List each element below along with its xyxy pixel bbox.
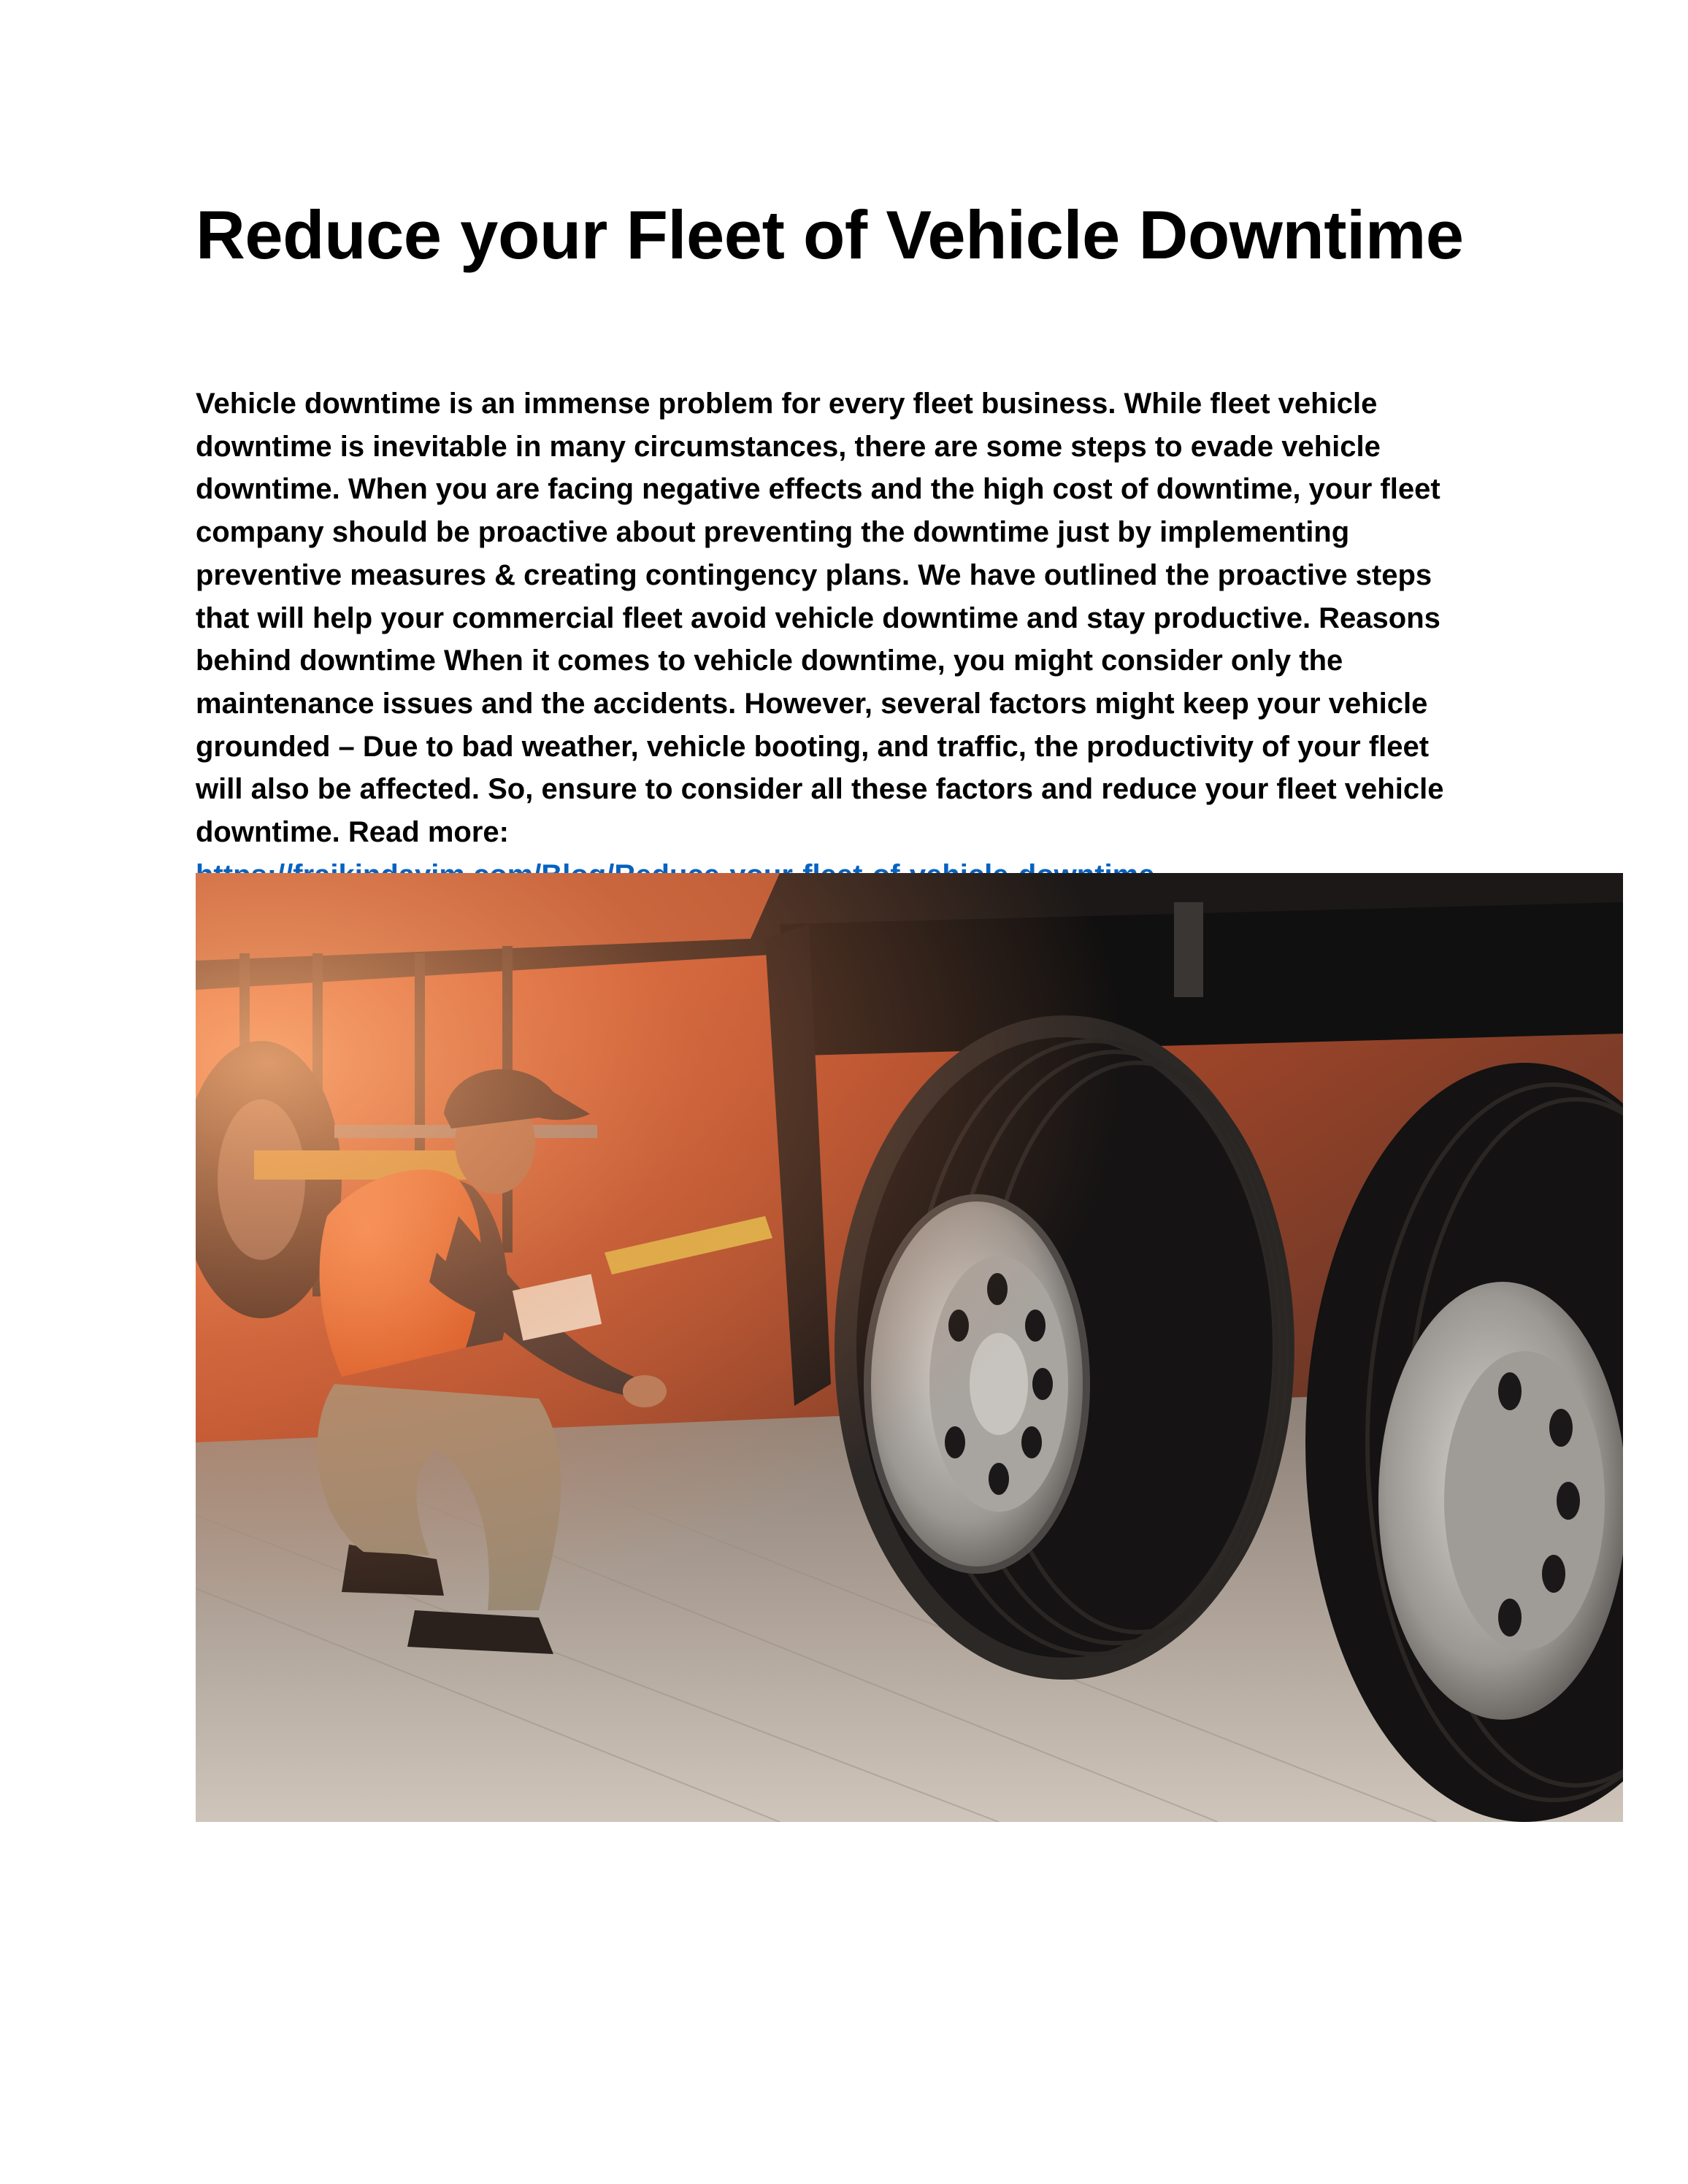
- photo-illustration: [196, 873, 1623, 1822]
- body-paragraph: [196, 382, 1481, 896]
- truck-tire-inspection-photo: [196, 873, 1623, 1822]
- body-text: Vehicle downtime is an immense problem for every fleet business. While fleet vehicle downtime is inevitable in many circumstances, there are some steps to evade vehicle downtime. When you are facing negative effects and the high cost of downtime, your fleet company should be proactive about preventing the downtime just by implementing preventive measures & creating contingency plans. We have outlined the proactive steps that will help your commercial fleet avoid vehicle downtime and stay productive. Reasons behind downtime When it comes to vehicle downtime, you might consider only the maintenance issues and the accidents. However, several factors might keep your vehicle grounded – Due to bad weather, vehicle booting, and traffic, the productivity of your fleet will also be affected. So, ensure to consider all these factors and reduce your fleet vehicle downtime. Read more:: [196, 388, 1444, 849]
- page-title: Reduce your Fleet of Vehicle Downtime: [196, 196, 1464, 273]
